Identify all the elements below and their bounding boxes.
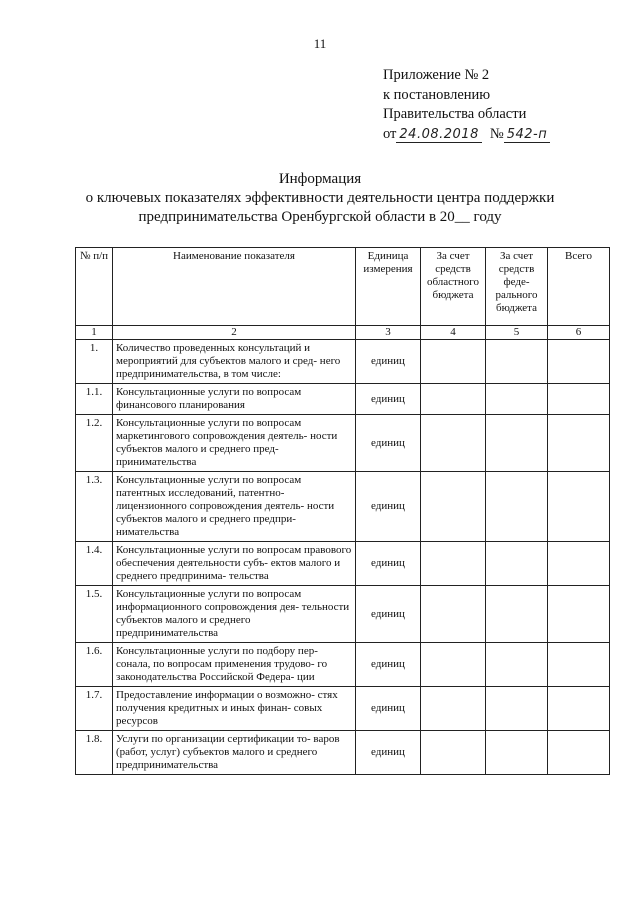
federal-budget-value xyxy=(486,731,548,775)
column-number: 1 xyxy=(76,326,113,340)
row-number: 1.1. xyxy=(76,384,113,415)
measure-unit: единиц xyxy=(356,384,421,415)
row-number: 1.2. xyxy=(76,415,113,472)
federal-budget-value xyxy=(486,415,548,472)
column-number: 2 xyxy=(113,326,356,340)
total-value xyxy=(548,586,610,643)
regional-budget-value xyxy=(421,472,486,542)
column-number: 6 xyxy=(548,326,610,340)
row-number: 1.7. xyxy=(76,687,113,731)
header-regional-budget: За счет средств областного бюджета xyxy=(421,248,486,326)
indicator-name: Консультационные услуги по подбору пер- сонала, по вопросам применения трудово- го законодательства Российской Федера- ции xyxy=(113,643,356,687)
column-number: 4 xyxy=(421,326,486,340)
total-value xyxy=(548,731,610,775)
federal-budget-value xyxy=(486,586,548,643)
table-row xyxy=(76,586,610,643)
regional-budget-value xyxy=(421,586,486,643)
title-line-3: предпринимательства Оренбургской области в 20__ году xyxy=(138,209,502,225)
document-title xyxy=(40,170,600,227)
total-value xyxy=(548,415,610,472)
measure-unit: единиц xyxy=(356,472,421,542)
appendix-line-3: Правительства области xyxy=(383,106,527,122)
table-row xyxy=(76,340,610,384)
appendix-block xyxy=(383,66,623,144)
column-numbers-row xyxy=(76,326,610,340)
indicator-name: Консультационные услуги по вопросам правового обеспечения деятельности субъ- ектов малого и среднего предпринима- тельства xyxy=(113,542,356,586)
appendix-line-2: к постановлению xyxy=(383,86,491,103)
total-value xyxy=(548,472,610,542)
measure-unit: единиц xyxy=(356,542,421,586)
title-line-1: Информация xyxy=(278,171,362,187)
total-value xyxy=(548,687,610,731)
row-number: 1.6. xyxy=(76,643,113,687)
total-value xyxy=(548,384,610,415)
total-value xyxy=(548,542,610,586)
table-header-row xyxy=(76,248,610,326)
header-name: Наименование показателя xyxy=(113,248,356,326)
measure-unit: единиц xyxy=(356,687,421,731)
total-value xyxy=(548,643,610,687)
indicator-name: Консультационные услуги по вопросам финансового планирования xyxy=(113,384,356,415)
federal-budget-value xyxy=(486,472,548,542)
header-no: № п/п xyxy=(76,248,113,326)
page-number: 11 xyxy=(313,36,327,51)
title-line-2: о ключевых показателях эффективности деятельности центра поддержки xyxy=(85,190,555,206)
total-value xyxy=(548,340,610,384)
indicator-name: Консультационные услуги по вопросам информационного сопровождения дея- тельности субъектов малого и среднего предпринимательства xyxy=(113,586,356,643)
resolution-number: 542-п xyxy=(504,127,551,143)
regional-budget-value xyxy=(421,643,486,687)
row-number: 1.4. xyxy=(76,542,113,586)
resolution-date: 24.08.2018 xyxy=(396,127,481,143)
appendix-line-4 xyxy=(383,125,623,145)
regional-budget-value xyxy=(421,384,486,415)
federal-budget-value xyxy=(486,340,548,384)
indicators-table xyxy=(75,247,610,775)
row-number: 1.3. xyxy=(76,472,113,542)
table-row xyxy=(76,687,610,731)
table-row xyxy=(76,643,610,687)
measure-unit: единиц xyxy=(356,586,421,643)
row-number: 1.5. xyxy=(76,586,113,643)
number-label: № xyxy=(489,125,504,142)
federal-budget-value xyxy=(486,384,548,415)
regional-budget-value xyxy=(421,731,486,775)
indicator-name: Консультационные услуги по вопросам патентных исследований, патентно- лицензионного сопровождения деятель- ности субъектов малого и среднего предпри- нимательства xyxy=(113,472,356,542)
regional-budget-value xyxy=(421,687,486,731)
indicator-name: Предоставление информации о возможно- стях получения кредитных и иных финан- совых ресурсов xyxy=(113,687,356,731)
table-row xyxy=(76,731,610,775)
federal-budget-value xyxy=(486,643,548,687)
regional-budget-value xyxy=(421,415,486,472)
row-number: 1.8. xyxy=(76,731,113,775)
federal-budget-value xyxy=(486,687,548,731)
header-unit: Единица измерения xyxy=(356,248,421,326)
column-number: 3 xyxy=(356,326,421,340)
indicator-name: Количество проведенных консультаций и мероприятий для субъектов малого и сред- него предпринимательства, в том числе: xyxy=(113,340,356,384)
regional-budget-value xyxy=(421,542,486,586)
indicator-name: Консультационные услуги по вопросам маркетингового сопровождения деятель- ности субъектов малого и среднего пред- принимательства xyxy=(113,415,356,472)
measure-unit: единиц xyxy=(356,340,421,384)
table-row xyxy=(76,472,610,542)
table-row xyxy=(76,542,610,586)
header-total: Всего xyxy=(548,248,610,326)
column-number: 5 xyxy=(486,326,548,340)
table-row xyxy=(76,384,610,415)
measure-unit: единиц xyxy=(356,415,421,472)
header-federal-budget: За счет средств феде- рального бюджета xyxy=(486,248,548,326)
federal-budget-value xyxy=(486,542,548,586)
appendix-line-1: Приложение № 2 xyxy=(383,67,490,83)
row-number: 1. xyxy=(76,340,113,384)
indicator-name: Услуги по организации сертификации то- варов (работ, услуг) субъектов малого и среднего предпринимательства xyxy=(113,731,356,775)
regional-budget-value xyxy=(421,340,486,384)
from-label: от xyxy=(383,125,397,142)
table-row xyxy=(76,415,610,472)
measure-unit: единиц xyxy=(356,643,421,687)
measure-unit: единиц xyxy=(356,731,421,775)
